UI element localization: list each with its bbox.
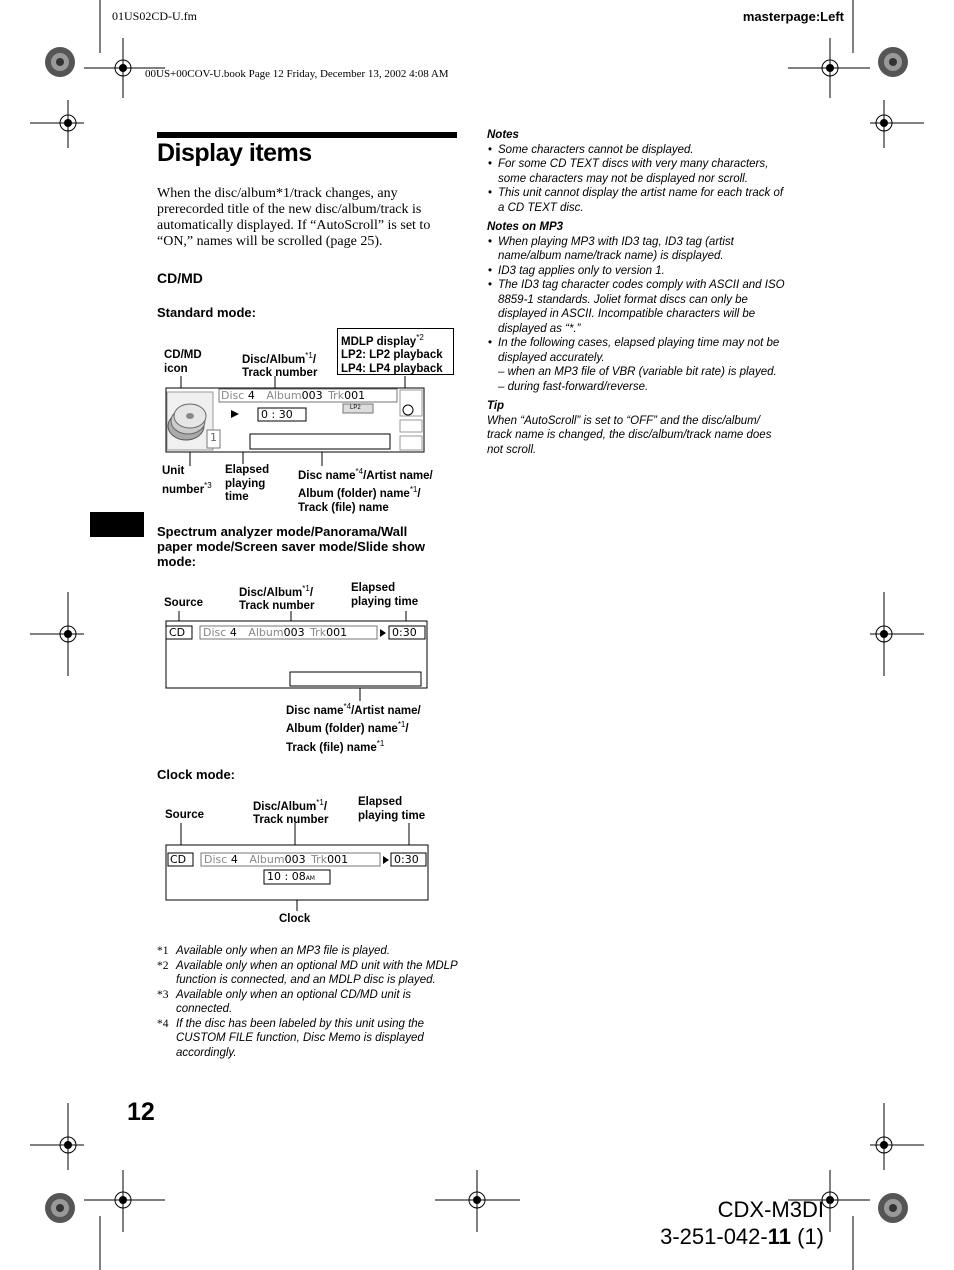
disc-word: Disc: [204, 853, 228, 866]
label-text: Disc name: [298, 469, 356, 482]
disc-word: Disc: [221, 389, 245, 402]
clock-display-disc-album-track: [204, 853, 348, 866]
footnote-mark: *4: [355, 467, 364, 476]
album-word: Album: [266, 389, 302, 402]
footnote: [157, 988, 462, 1017]
label-text: /Artist name/: [351, 704, 421, 717]
label-text: /: [323, 800, 328, 813]
footnote-mark: *2: [416, 333, 424, 342]
footnote-mark: *1: [302, 584, 310, 593]
part-suffix: (1): [791, 1224, 824, 1249]
label-line: LP2: LP2 playback: [341, 349, 443, 362]
standard-mode-heading: Standard mode:: [157, 305, 256, 320]
label-line: Track number: [242, 367, 318, 380]
footnotes: [157, 944, 462, 1060]
label-text: /: [417, 488, 421, 501]
footnote-mark: *1: [397, 720, 406, 730]
label-line: playing time: [358, 809, 426, 822]
heading-line: Spectrum analyzer mode/Panorama/Wall: [157, 524, 408, 539]
label-line: playing: [225, 477, 266, 490]
track-number: 001: [326, 626, 348, 639]
clock-display-time: [267, 870, 315, 886]
list-item: • Some characters cannot be displayed.: [487, 143, 787, 158]
label-line: Elapsed: [351, 582, 396, 594]
tip-text: When “AutoScroll” is set to “OFF” and the disc/album/ track name is changed, the disc/album/track name does not scroll.: [487, 414, 772, 456]
clock-display-source: CD: [170, 853, 187, 866]
footnote-key: *4: [157, 1017, 169, 1030]
model-number: [660, 1196, 824, 1250]
label-line: Track number: [253, 814, 329, 827]
label-text: Track (file) name: [286, 741, 377, 754]
header-file-name: 01US02CD-U.fm: [112, 9, 198, 23]
disc-word: Disc: [203, 626, 227, 639]
tip-heading: Tip: [487, 400, 505, 412]
notes-column: [487, 128, 787, 457]
footnote-text: If the disc has been labeled by this unit using the CUSTOM FILE function, Disc Memo is displayed accordingly.: [176, 1017, 425, 1059]
list-item: • When playing MP3 with ID3 tag, ID3 tag (artist name/album name/track name) is displayed.: [487, 235, 787, 264]
list-item: • In the following cases, elapsed playing time may not be displayed accurately.: [487, 336, 787, 365]
dash-item: – during fast-forward/reverse.: [498, 380, 649, 393]
footnote-text: Available only when an optional CD/MD unit is connected.: [176, 988, 412, 1015]
clock-ampm: AM: [305, 875, 315, 882]
notes-mp3-heading: Notes on MP3: [487, 221, 564, 233]
clock-time: 10 : 08: [267, 870, 306, 883]
label-clock: Clock: [279, 913, 311, 925]
part-revision: 11: [767, 1224, 791, 1249]
spec-display-source: CD: [169, 626, 186, 639]
label-text: Disc/Album: [239, 586, 303, 599]
album-number: 003: [283, 626, 305, 639]
label-line: Track number: [239, 600, 315, 613]
album-number: 003: [284, 853, 306, 866]
trk-word: Trk: [328, 389, 345, 402]
label-source: Source: [165, 809, 204, 821]
footnote-key: *2: [157, 959, 169, 972]
album-word: Album: [248, 626, 284, 639]
dash-item: – when an MP3 file of VBR (variable bit rate) is played.: [498, 366, 777, 378]
footnote: [157, 959, 462, 988]
label-text: Disc name: [286, 704, 344, 717]
label-text: Disc/Album: [242, 353, 306, 366]
list-item: • This unit cannot display the artist name for each track of a CD TEXT disc.: [487, 186, 787, 215]
footnote-mark: *1: [409, 485, 418, 495]
trk-word: Trk: [310, 626, 327, 639]
label-line: CD/MD: [164, 349, 202, 361]
notes-list: [487, 143, 787, 216]
footnote-mark: *4: [343, 702, 352, 711]
label-text: Disc/Album: [253, 800, 317, 813]
part-number: 3-251-042-: [660, 1224, 768, 1249]
album-number: 003: [301, 389, 323, 402]
heading-line: paper mode/Screen saver mode/Slide show: [157, 539, 426, 554]
book-info-line: 00US+00COV-U.book Page 12 Friday, December 13, 2002 4:08 AM: [145, 68, 449, 80]
list-item: • For some CD TEXT discs with very many characters, some characters may not be displayed nor scroll.: [487, 157, 787, 186]
label-line: LP4: LP4 playback: [341, 362, 443, 375]
label-text: /Artist name/: [363, 469, 433, 482]
label-source: Source: [164, 597, 203, 609]
std-display-lp-indicator: LP2: [350, 405, 361, 411]
label-text: /: [312, 353, 317, 366]
label-text: MDLP display: [341, 335, 417, 348]
footnote: [157, 1017, 462, 1061]
notes-mp3-list: [487, 235, 787, 366]
track-number: 001: [344, 389, 366, 402]
trk-word: Trk: [311, 853, 328, 866]
std-display-elapsed-time: 0 : 30: [261, 408, 293, 421]
track-number: 001: [327, 853, 349, 866]
disc-number: 4: [229, 626, 237, 639]
model-line: CDX-M3DI: [717, 1197, 824, 1222]
heading-line: mode:: [157, 554, 196, 569]
notes-heading: Notes: [487, 129, 519, 141]
cdmd-subheading: CD/MD: [157, 270, 203, 286]
label-line: Unit: [162, 465, 185, 477]
disc-number: 4: [247, 389, 255, 402]
header-masterpage: masterpage:Left: [742, 9, 844, 24]
label-line: time: [225, 491, 249, 503]
label-line: icon: [164, 362, 188, 375]
footnote-key: *3: [157, 988, 169, 1001]
label-line: playing time: [351, 595, 419, 608]
page-title: Display items: [157, 139, 312, 167]
label-text: /: [309, 586, 314, 599]
clock-display-elapsed-time: 0:30: [394, 853, 419, 866]
disc-number: 4: [230, 853, 238, 866]
album-word: Album: [249, 853, 285, 866]
spec-display-elapsed-time: 0:30: [392, 626, 417, 639]
footnote-mark: *1: [376, 738, 385, 748]
label-line: Elapsed: [358, 796, 403, 808]
label-line: Elapsed: [225, 464, 270, 476]
footnote-text: Available only when an MP3 file is played.: [176, 945, 390, 957]
label-text: Album (folder) name: [298, 488, 410, 501]
page-number: 12: [127, 1098, 155, 1126]
footnote-mark: *3: [204, 480, 212, 490]
label-text: Album (folder) name: [286, 723, 398, 736]
footnote-mark: *1: [305, 351, 313, 360]
footnote-text: Available only when an optional MD unit with the MDLP function is connected, and an MDLP disc is played.: [176, 959, 458, 986]
clock-mode-heading: Clock mode:: [157, 767, 236, 782]
label-text: /: [405, 723, 409, 736]
intro-paragraph: When the disc/album*1/track changes, any prerecorded title of the new disc/album/track is automatically displayed. If “AutoScroll” is set to “ON,” names will be scrolled (page 25).: [157, 186, 431, 249]
footnote-key: *1: [157, 945, 169, 957]
label-line: Track (file) name: [298, 501, 389, 514]
std-display-unit-number: 1: [210, 431, 217, 444]
list-item: • ID3 tag applies only to version 1.: [487, 264, 787, 279]
list-item: • The ID3 tag character codes comply with ASCII and ISO 8859-1 standards. Joliet format discs can only be displayed in ASCII. Incompatible characters will be displayed as “*.”: [487, 278, 787, 336]
label-text: number: [162, 483, 205, 496]
footnote-mark: *1: [316, 798, 324, 807]
footnote: [157, 944, 462, 959]
